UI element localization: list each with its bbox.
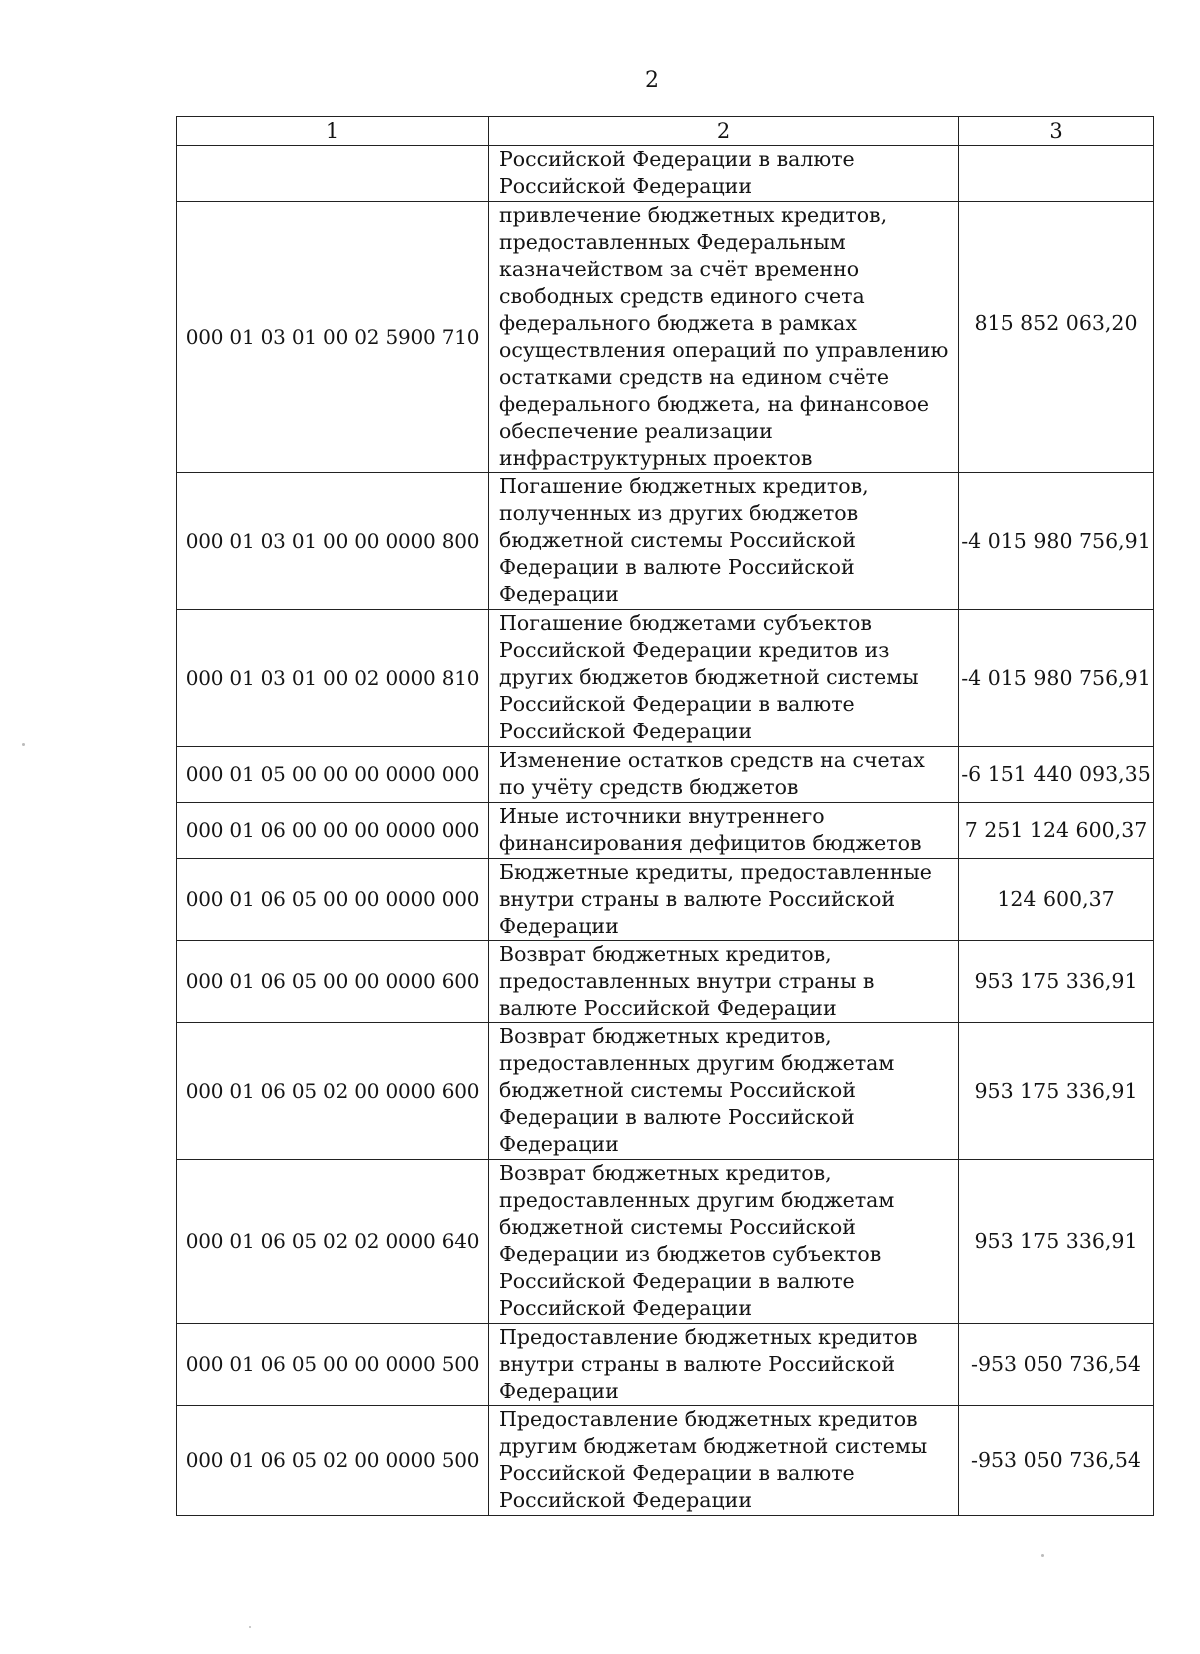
row-amount: 124 600,37 — [959, 859, 1154, 941]
row-code: 000 01 06 00 00 00 0000 000 — [177, 803, 489, 859]
row-amount: -6 151 440 093,35 — [959, 747, 1154, 803]
table-row — [177, 1023, 1154, 1160]
row-description: Бюджетные кредиты, предоставленные внутри страны в валюте Российской Федерации — [489, 859, 959, 941]
table-row — [177, 1324, 1154, 1406]
header-row — [177, 117, 1154, 146]
row-code: 000 01 06 05 00 00 0000 500 — [177, 1324, 489, 1406]
row-description: Российской Федерации в валюте Российской Федерации — [489, 146, 959, 202]
row-description: Изменение остатков средств на счетах по учёту средств бюджетов — [489, 747, 959, 803]
scan-speck — [22, 743, 25, 746]
table-row — [177, 941, 1154, 1023]
column-header-3: 3 — [959, 117, 1154, 146]
row-amount: -4 015 980 756,91 — [959, 473, 1154, 610]
table-row — [177, 1406, 1154, 1516]
page-number: 2 — [645, 68, 659, 93]
row-code: 000 01 06 05 02 00 0000 600 — [177, 1023, 489, 1160]
row-description: Предоставление бюджетных кредитов внутри страны в валюте Российской Федерации — [489, 1324, 959, 1406]
row-code: 000 01 03 01 00 02 0000 810 — [177, 610, 489, 747]
table-row — [177, 747, 1154, 803]
row-code: 000 01 03 01 00 00 0000 800 — [177, 473, 489, 610]
table-row — [177, 146, 1154, 202]
column-header-2: 2 — [489, 117, 959, 146]
row-code: 000 01 06 05 00 00 0000 600 — [177, 941, 489, 1023]
row-code: 000 01 06 05 00 00 0000 000 — [177, 859, 489, 941]
scan-speck — [1041, 1554, 1044, 1557]
table-header — [177, 117, 1154, 146]
row-amount — [959, 146, 1154, 202]
table-row — [177, 859, 1154, 941]
row-amount: -4 015 980 756,91 — [959, 610, 1154, 747]
row-description: привлечение бюджетных кредитов, предоставленных Федеральным казначейством за счёт временно свободных средств единого счета федерального бюджета в рамках осуществления операций по управлению остатками средств на едином счёте федерального бюджета, на финансовое обеспечение реализации инфраструктурных проектов — [489, 202, 959, 473]
row-code: 000 01 06 05 02 02 0000 640 — [177, 1160, 489, 1324]
row-code: 000 01 03 01 00 02 5900 710 — [177, 202, 489, 473]
row-description: Возврат бюджетных кредитов, предоставленных внутри страны в валюте Российской Федерации — [489, 941, 959, 1023]
row-amount: 953 175 336,91 — [959, 1160, 1154, 1324]
row-code — [177, 146, 489, 202]
row-amount: -953 050 736,54 — [959, 1324, 1154, 1406]
scan-speck — [249, 1626, 251, 1628]
row-code: 000 01 06 05 02 00 0000 500 — [177, 1406, 489, 1516]
column-header-1: 1 — [177, 117, 489, 146]
table-row — [177, 610, 1154, 747]
row-description: Погашение бюджетами субъектов Российской Федерации кредитов из других бюджетов бюджетной системы Российской Федерации в валюте Российской Федерации — [489, 610, 959, 747]
table-row — [177, 473, 1154, 610]
row-amount: -953 050 736,54 — [959, 1406, 1154, 1516]
row-amount: 953 175 336,91 — [959, 1023, 1154, 1160]
row-description: Возврат бюджетных кредитов, предоставленных другим бюджетам бюджетной системы Российской Федерации в валюте Российской Федерации — [489, 1023, 959, 1160]
row-amount: 953 175 336,91 — [959, 941, 1154, 1023]
row-amount: 7 251 124 600,37 — [959, 803, 1154, 859]
table-body — [177, 146, 1154, 1516]
row-description: Предоставление бюджетных кредитов другим бюджетам бюджетной системы Российской Федерации в валюте Российской Федерации — [489, 1406, 959, 1516]
row-description: Возврат бюджетных кредитов, предоставленных другим бюджетам бюджетной системы Российской Федерации из бюджетов субъектов Российской Федерации в валюте Российской Федерации — [489, 1160, 959, 1324]
table-row — [177, 202, 1154, 473]
row-description: Иные источники внутреннего финансирования дефицитов бюджетов — [489, 803, 959, 859]
row-code: 000 01 05 00 00 00 0000 000 — [177, 747, 489, 803]
table-row — [177, 1160, 1154, 1324]
budget-sources-table — [176, 116, 1154, 1516]
row-description: Погашение бюджетных кредитов, полученных из других бюджетов бюджетной системы Российской Федерации в валюте Российской Федерации — [489, 473, 959, 610]
table-row — [177, 803, 1154, 859]
row-amount: 815 852 063,20 — [959, 202, 1154, 473]
